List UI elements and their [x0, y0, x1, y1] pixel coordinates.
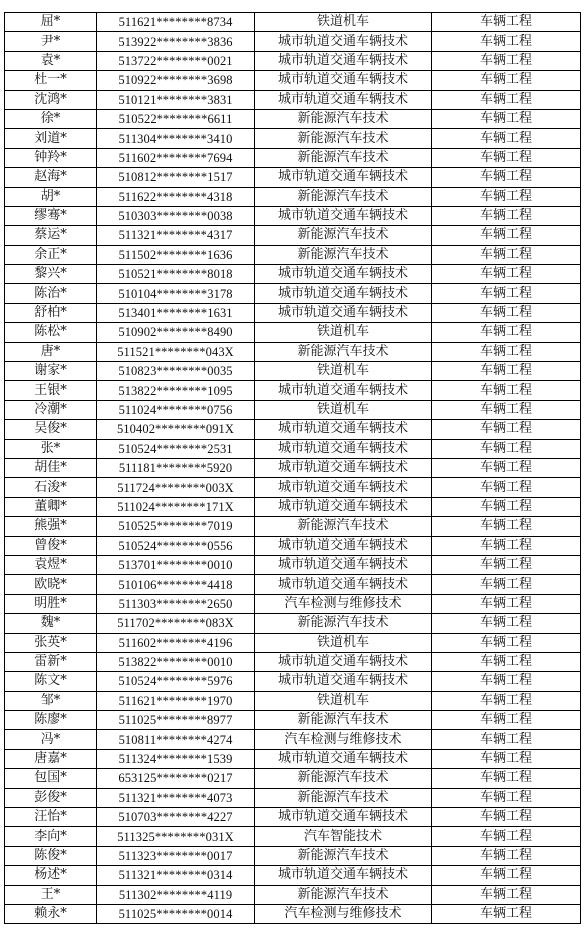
table-row: [5, 32, 581, 51]
id-number-cell: 511602********4196: [97, 633, 255, 652]
student-name-cell: 欧晓*: [5, 575, 97, 594]
major-cell: 城市轨道交通车辆技术: [255, 90, 432, 109]
department-cell: 车辆工程: [432, 769, 581, 788]
major-cell: 铁道机车: [255, 691, 432, 710]
student-name-cell: 袁煜*: [5, 555, 97, 574]
table-row: [5, 129, 581, 148]
table-row: [5, 342, 581, 361]
id-number-cell: 510524********0556: [97, 536, 255, 555]
id-number-cell: 510521********8018: [97, 265, 255, 284]
table-row: [5, 749, 581, 768]
department-cell: 车辆工程: [432, 400, 581, 419]
id-number-cell: 511324********1539: [97, 749, 255, 768]
major-cell: 城市轨道交通车辆技术: [255, 575, 432, 594]
id-number-cell: 511621********1970: [97, 691, 255, 710]
major-cell: 铁道机车: [255, 323, 432, 342]
major-cell: 城市轨道交通车辆技术: [255, 265, 432, 284]
table-row: [5, 400, 581, 419]
table-row: [5, 51, 581, 70]
major-cell: 新能源汽车技术: [255, 769, 432, 788]
student-name-cell: 魏*: [5, 614, 97, 633]
major-cell: 新能源汽车技术: [255, 711, 432, 730]
id-number-cell: 511024********171X: [97, 497, 255, 516]
student-name-cell: 冯*: [5, 730, 97, 749]
department-cell: 车辆工程: [432, 458, 581, 477]
id-number-cell: 510525********7019: [97, 517, 255, 536]
student-name-cell: 吴俊*: [5, 420, 97, 439]
student-name-cell: 彭俊*: [5, 788, 97, 807]
table-row: [5, 866, 581, 885]
id-number-cell: 511602********7694: [97, 148, 255, 167]
department-cell: 车辆工程: [432, 420, 581, 439]
department-cell: 车辆工程: [432, 439, 581, 458]
table-row: [5, 827, 581, 846]
major-cell: 城市轨道交通车辆技术: [255, 749, 432, 768]
id-number-cell: 511181********5920: [97, 458, 255, 477]
table-row: [5, 652, 581, 671]
student-name-cell: 张*: [5, 439, 97, 458]
student-name-cell: 黎兴*: [5, 265, 97, 284]
major-cell: 城市轨道交通车辆技术: [255, 458, 432, 477]
department-cell: 车辆工程: [432, 362, 581, 381]
id-number-cell: 511321********0314: [97, 866, 255, 885]
department-cell: 车辆工程: [432, 303, 581, 322]
table-row: [5, 323, 581, 342]
student-name-cell: 胡佳*: [5, 458, 97, 477]
student-name-cell: 赖永*: [5, 904, 97, 923]
table-row: [5, 497, 581, 516]
table-row: [5, 168, 581, 187]
id-number-cell: 511321********4073: [97, 788, 255, 807]
department-cell: 车辆工程: [432, 148, 581, 167]
major-cell: 铁道机车: [255, 400, 432, 419]
id-number-cell: 510106********4418: [97, 575, 255, 594]
major-cell: 城市轨道交通车辆技术: [255, 536, 432, 555]
id-number-cell: 510524********5976: [97, 672, 255, 691]
student-name-cell: 陈治*: [5, 284, 97, 303]
department-cell: 车辆工程: [432, 730, 581, 749]
table-row: [5, 362, 581, 381]
id-number-cell: 511025********8977: [97, 711, 255, 730]
department-cell: 车辆工程: [432, 536, 581, 555]
major-cell: 新能源汽车技术: [255, 614, 432, 633]
id-number-cell: 511621********8734: [97, 13, 255, 32]
student-name-cell: 钟羚*: [5, 148, 97, 167]
table-row: [5, 109, 581, 128]
department-cell: 车辆工程: [432, 652, 581, 671]
department-cell: 车辆工程: [432, 109, 581, 128]
department-cell: 车辆工程: [432, 517, 581, 536]
table-row: [5, 284, 581, 303]
table-row: [5, 245, 581, 264]
student-name-cell: 谢家*: [5, 362, 97, 381]
major-cell: 城市轨道交通车辆技术: [255, 168, 432, 187]
major-cell: 城市轨道交通车辆技术: [255, 439, 432, 458]
major-cell: 城市轨道交通车辆技术: [255, 652, 432, 671]
id-number-cell: 510902********8490: [97, 323, 255, 342]
major-cell: 汽车检测与维修技术: [255, 730, 432, 749]
id-number-cell: 511323********0017: [97, 846, 255, 865]
student-name-cell: 赵海*: [5, 168, 97, 187]
table-row: [5, 458, 581, 477]
department-cell: 车辆工程: [432, 51, 581, 70]
department-cell: 车辆工程: [432, 187, 581, 206]
table-row: [5, 71, 581, 90]
major-cell: 城市轨道交通车辆技术: [255, 381, 432, 400]
student-name-cell: 袁*: [5, 51, 97, 70]
table-row: [5, 672, 581, 691]
table-row: [5, 885, 581, 904]
id-number-cell: 511325********031X: [97, 827, 255, 846]
student-name-cell: 冷潮*: [5, 400, 97, 419]
department-cell: 车辆工程: [432, 827, 581, 846]
id-number-cell: 510811********4274: [97, 730, 255, 749]
department-cell: 车辆工程: [432, 13, 581, 32]
table-row: [5, 904, 581, 923]
department-cell: 车辆工程: [432, 71, 581, 90]
student-name-cell: 熊强*: [5, 517, 97, 536]
table-row: [5, 730, 581, 749]
student-name-cell: 陈廖*: [5, 711, 97, 730]
table-row: [5, 691, 581, 710]
department-cell: 车辆工程: [432, 846, 581, 865]
table-row: [5, 303, 581, 322]
table-row: [5, 265, 581, 284]
department-cell: 车辆工程: [432, 711, 581, 730]
department-cell: 车辆工程: [432, 90, 581, 109]
student-name-cell: 屈*: [5, 13, 97, 32]
major-cell: 城市轨道交通车辆技术: [255, 420, 432, 439]
table-row: [5, 769, 581, 788]
department-cell: 车辆工程: [432, 575, 581, 594]
table-row: [5, 846, 581, 865]
id-number-cell: 513401********1631: [97, 303, 255, 322]
table-row: [5, 206, 581, 225]
table-row: [5, 614, 581, 633]
student-name-cell: 张英*: [5, 633, 97, 652]
major-cell: 新能源汽车技术: [255, 109, 432, 128]
department-cell: 车辆工程: [432, 749, 581, 768]
id-number-cell: 513922********3836: [97, 32, 255, 51]
student-name-cell: 王银*: [5, 381, 97, 400]
department-cell: 车辆工程: [432, 808, 581, 827]
table-row: [5, 420, 581, 439]
department-cell: 车辆工程: [432, 614, 581, 633]
major-cell: 新能源汽车技术: [255, 226, 432, 245]
student-name-cell: 陈俊*: [5, 846, 97, 865]
table-row: [5, 381, 581, 400]
major-cell: 城市轨道交通车辆技术: [255, 497, 432, 516]
major-cell: 汽车检测与维修技术: [255, 904, 432, 923]
department-cell: 车辆工程: [432, 478, 581, 497]
table-row: [5, 187, 581, 206]
table-row: [5, 575, 581, 594]
department-cell: 车辆工程: [432, 594, 581, 613]
major-cell: 新能源汽车技术: [255, 846, 432, 865]
major-cell: 城市轨道交通车辆技术: [255, 808, 432, 827]
student-name-cell: 石浚*: [5, 478, 97, 497]
id-number-cell: 511622********4318: [97, 187, 255, 206]
major-cell: 城市轨道交通车辆技术: [255, 866, 432, 885]
department-cell: 车辆工程: [432, 497, 581, 516]
student-name-cell: 尹*: [5, 32, 97, 51]
id-number-cell: 510703********4227: [97, 808, 255, 827]
student-name-cell: 杜一*: [5, 71, 97, 90]
major-cell: 城市轨道交通车辆技术: [255, 206, 432, 225]
major-cell: 新能源汽车技术: [255, 245, 432, 264]
id-number-cell: 511025********0014: [97, 904, 255, 923]
major-cell: 城市轨道交通车辆技术: [255, 478, 432, 497]
student-name-cell: 雷新*: [5, 652, 97, 671]
student-name-cell: 汪怡*: [5, 808, 97, 827]
id-number-cell: 511724********003X: [97, 478, 255, 497]
student-name-cell: 董卿*: [5, 497, 97, 516]
major-cell: 汽车智能技术: [255, 827, 432, 846]
student-name-cell: 包国*: [5, 769, 97, 788]
student-name-cell: 唐*: [5, 342, 97, 361]
major-cell: 新能源汽车技术: [255, 788, 432, 807]
major-cell: 新能源汽车技术: [255, 342, 432, 361]
id-number-cell: 511302********4119: [97, 885, 255, 904]
student-name-cell: 邹*: [5, 691, 97, 710]
major-cell: 铁道机车: [255, 362, 432, 381]
table-row: [5, 226, 581, 245]
id-number-cell: 511303********2650: [97, 594, 255, 613]
table-row: [5, 90, 581, 109]
department-cell: 车辆工程: [432, 672, 581, 691]
table-row: [5, 808, 581, 827]
student-name-cell: 徐*: [5, 109, 97, 128]
id-number-cell: 513722********0021: [97, 51, 255, 70]
major-cell: 城市轨道交通车辆技术: [255, 303, 432, 322]
major-cell: 铁道机车: [255, 633, 432, 652]
id-number-cell: 510524********2531: [97, 439, 255, 458]
department-cell: 车辆工程: [432, 323, 581, 342]
student-name-cell: 胡*: [5, 187, 97, 206]
major-cell: 城市轨道交通车辆技术: [255, 672, 432, 691]
table-row: [5, 594, 581, 613]
major-cell: 城市轨道交通车辆技术: [255, 555, 432, 574]
student-name-cell: 明胜*: [5, 594, 97, 613]
student-name-cell: 陈松*: [5, 323, 97, 342]
student-name-cell: 舒柏*: [5, 303, 97, 322]
student-name-cell: 杨述*: [5, 866, 97, 885]
major-cell: 汽车检测与维修技术: [255, 594, 432, 613]
department-cell: 车辆工程: [432, 206, 581, 225]
major-cell: 新能源汽车技术: [255, 517, 432, 536]
major-cell: 城市轨道交通车辆技术: [255, 284, 432, 303]
id-number-cell: 510522********6611: [97, 109, 255, 128]
department-cell: 车辆工程: [432, 904, 581, 923]
department-cell: 车辆工程: [432, 866, 581, 885]
department-cell: 车辆工程: [432, 265, 581, 284]
id-number-cell: 510823********0035: [97, 362, 255, 381]
table-row: [5, 555, 581, 574]
student-name-cell: 王*: [5, 885, 97, 904]
student-roster-table: [4, 12, 581, 924]
table-row: [5, 633, 581, 652]
id-number-cell: 510812********1517: [97, 168, 255, 187]
id-number-cell: 510922********3698: [97, 71, 255, 90]
student-name-cell: 李向*: [5, 827, 97, 846]
id-number-cell: 510303********0038: [97, 206, 255, 225]
department-cell: 车辆工程: [432, 555, 581, 574]
id-number-cell: 513822********1095: [97, 381, 255, 400]
major-cell: 新能源汽车技术: [255, 148, 432, 167]
student-name-cell: 沈鸿*: [5, 90, 97, 109]
major-cell: 新能源汽车技术: [255, 885, 432, 904]
id-number-cell: 510104********3178: [97, 284, 255, 303]
department-cell: 车辆工程: [432, 226, 581, 245]
major-cell: 铁道机车: [255, 13, 432, 32]
department-cell: 车辆工程: [432, 633, 581, 652]
department-cell: 车辆工程: [432, 342, 581, 361]
major-cell: 新能源汽车技术: [255, 187, 432, 206]
table-row: [5, 788, 581, 807]
id-number-cell: 513822********0010: [97, 652, 255, 671]
id-number-cell: 513701********0010: [97, 555, 255, 574]
department-cell: 车辆工程: [432, 245, 581, 264]
student-name-cell: 刘道*: [5, 129, 97, 148]
major-cell: 城市轨道交通车辆技术: [255, 71, 432, 90]
id-number-cell: 511321********4317: [97, 226, 255, 245]
student-name-cell: 缪骞*: [5, 206, 97, 225]
table-row: [5, 478, 581, 497]
department-cell: 车辆工程: [432, 129, 581, 148]
id-number-cell: 510402********091X: [97, 420, 255, 439]
department-cell: 车辆工程: [432, 885, 581, 904]
table-row: [5, 148, 581, 167]
id-number-cell: 511521********043X: [97, 342, 255, 361]
student-name-cell: 曾俊*: [5, 536, 97, 555]
table-row: [5, 536, 581, 555]
major-cell: 城市轨道交通车辆技术: [255, 51, 432, 70]
department-cell: 车辆工程: [432, 32, 581, 51]
student-name-cell: 余正*: [5, 245, 97, 264]
major-cell: 城市轨道交通车辆技术: [255, 32, 432, 51]
id-number-cell: 511304********3410: [97, 129, 255, 148]
major-cell: 新能源汽车技术: [255, 129, 432, 148]
id-number-cell: 511502********1636: [97, 245, 255, 264]
roster-body: [5, 13, 581, 924]
student-name-cell: 陈文*: [5, 672, 97, 691]
department-cell: 车辆工程: [432, 284, 581, 303]
department-cell: 车辆工程: [432, 168, 581, 187]
department-cell: 车辆工程: [432, 788, 581, 807]
id-number-cell: 510121********3831: [97, 90, 255, 109]
department-cell: 车辆工程: [432, 691, 581, 710]
student-name-cell: 唐嘉*: [5, 749, 97, 768]
id-number-cell: 511702********083X: [97, 614, 255, 633]
id-number-cell: 653125********0217: [97, 769, 255, 788]
id-number-cell: 511024********0756: [97, 400, 255, 419]
table-row: [5, 13, 581, 32]
table-row: [5, 711, 581, 730]
student-name-cell: 蔡运*: [5, 226, 97, 245]
department-cell: 车辆工程: [432, 381, 581, 400]
table-row: [5, 439, 581, 458]
table-row: [5, 517, 581, 536]
